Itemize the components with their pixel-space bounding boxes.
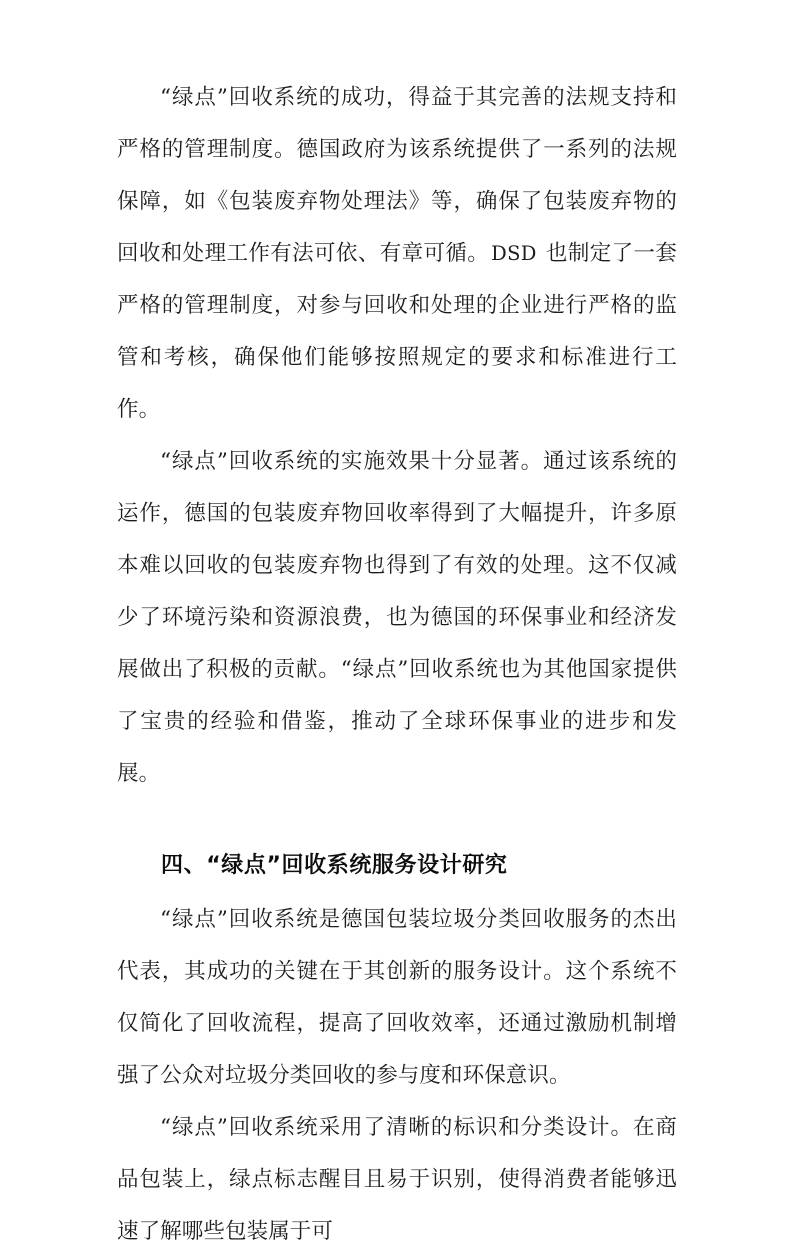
paragraph-labeling-design: “绿点”回收系统采用了清晰的标识和分类设计。在商品包装上，绿点标志醒目且易于识别，使得消费者能够迅速了解哪些包装属于可 (117, 1115, 677, 1244)
section-heading-four: 四、“绿点”回收系统服务设计研究 (161, 853, 508, 878)
latin-run: DSD (491, 242, 537, 265)
paragraph-implementation-results: “绿点”回收系统的实施效果十分显著。通过该系统的运作，德国的包装废弃物回收率得到了大幅提升，许多原本难以回收的包装废弃物也得到了有效的处理。这不仅减少了环境污染和资源浪费，也为德国的环保事业和经济发展做出了积极的贡献。“绿点”回收系统也为其他国家提供了宝贵的经验和借鉴，推动了全球环保事业的进步和发展。 (117, 449, 677, 786)
paragraph-legal-support: “绿点”回收系统的成功，得益于其完善的法规支持和严格的管理制度。德国政府为该系统提供了一系列的法规保障，如《包装废弃物处理法》等，确保了包装废弃物的回收和处理工作有法可依、有章可循。 DSD 也制定了一套严格的管理制度，对参与回收和处理的企业进行严格的监管和考核，确保他们能够按照规定的要求和标准进行工作。 (117, 85, 677, 422)
page-text-column (117, 72, 677, 1258)
paragraph-service-design-key: “绿点”回收系统是德国包装垃圾分类回收服务的杰出代表，其成功的关键在于其创新的服务设计。这个系统不仅简化了回收流程，提高了回收效率，还通过激励机制增强了公众对垃圾分类回收的参与度和环保意识。 (117, 907, 677, 1088)
